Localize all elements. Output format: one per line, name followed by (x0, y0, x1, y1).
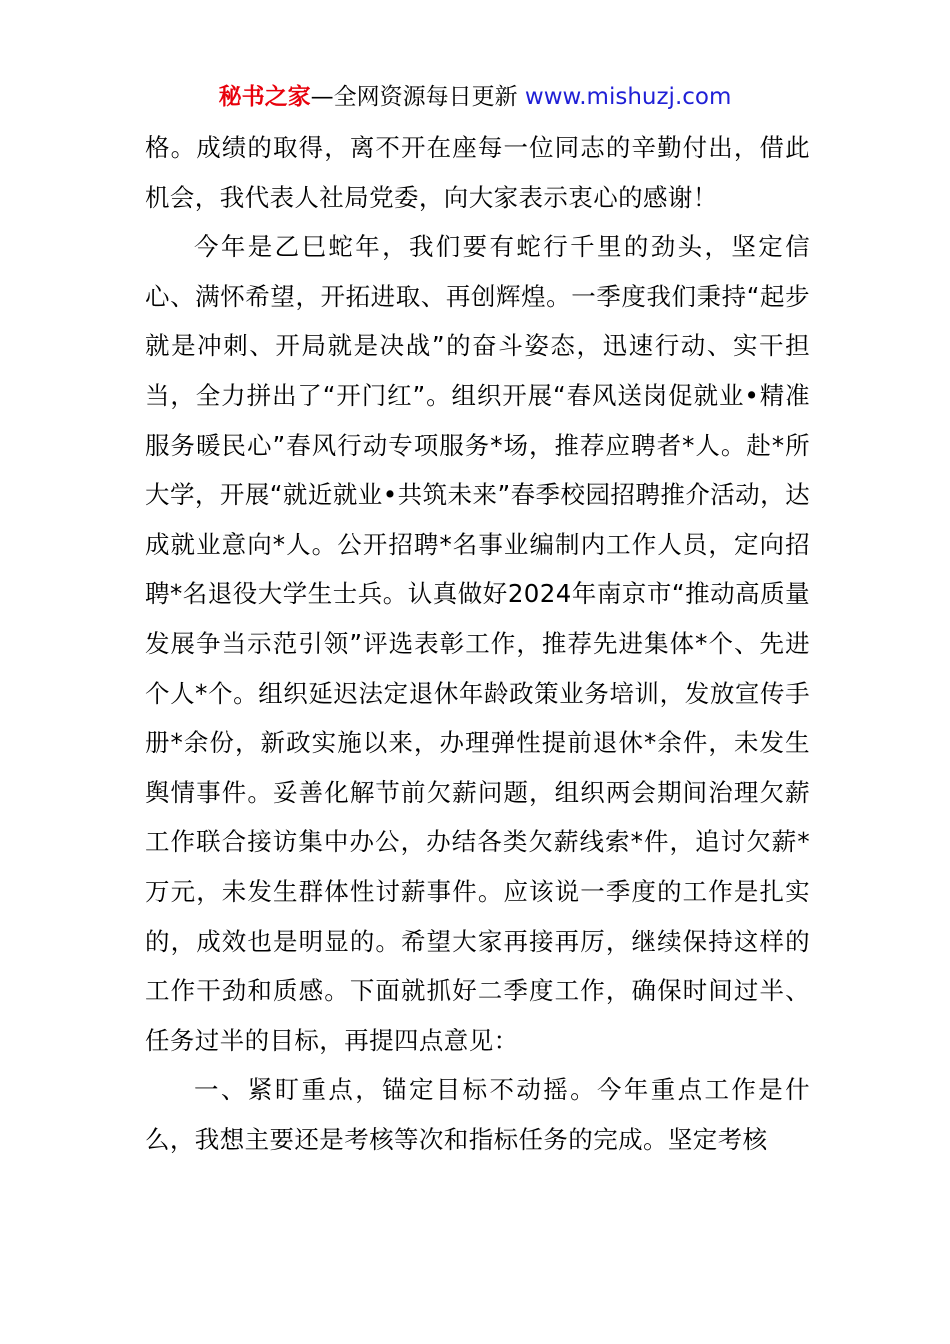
site-header (0, 80, 950, 114)
paragraph-continuation: 格。成绩的取得，离不开在座每一位同志的辛勤付出，借此机会，我代表人社局党委，向大家表示衷心的感谢！ (145, 133, 810, 212)
site-url-link[interactable]: www.mishuzj.com (524, 84, 732, 110)
site-slogan: —全网资源每日更新 (310, 84, 525, 110)
document-body (145, 123, 810, 1164)
paragraph-point-one: 一、紧盯重点，锚定目标不动摇。今年重点工作是什么，我想主要还是考核等次和指标任务的完成。坚定考核 (145, 1075, 810, 1154)
paragraph-first-quarter-review: 今年是乙巳蛇年，我们要有蛇行千里的劲头，坚定信心、满怀希望，开拓进取、再创辉煌。一季度我们秉持“起步就是冲刺、开局就是决战”的奋斗姿态，迅速行动、实干担当，全力拼出了“开门红”。组织开展“春风送岗促就业•精准服务暖民心”春风行动专项服务*场，推荐应聘者*人。赴*所大学，开展“就近就业•共筑未来”春季校园招聘推介活动，达成就业意向*人。公开招聘*名事业编制内工作人员，定向招聘*名退役大学生士兵。认真做好2024年南京市“推动高质量发展争当示范引领”评选表彰工作，推荐先进集体*个、先进个人*个。组织延迟法定退休年龄政策业务培训，发放宣传手册*余份，新政实施以来，办理弹性提前退休*余件，未发生舆情事件。妥善化解节前欠薪问题，组织两会期间治理欠薪工作联合接访集中办公，办结各类欠薪线索*件，追讨欠薪*万元，未发生群体性讨薪事件。应该说一季度的工作是扎实的，成效也是明显的。希望大家再接再厉，继续保持这样的工作干劲和质感。下面就抓好二季度工作，确保时间过半、任务过半的目标，再提四点意见： (145, 232, 810, 1055)
site-brand-name: 秘书之家 (218, 84, 311, 110)
